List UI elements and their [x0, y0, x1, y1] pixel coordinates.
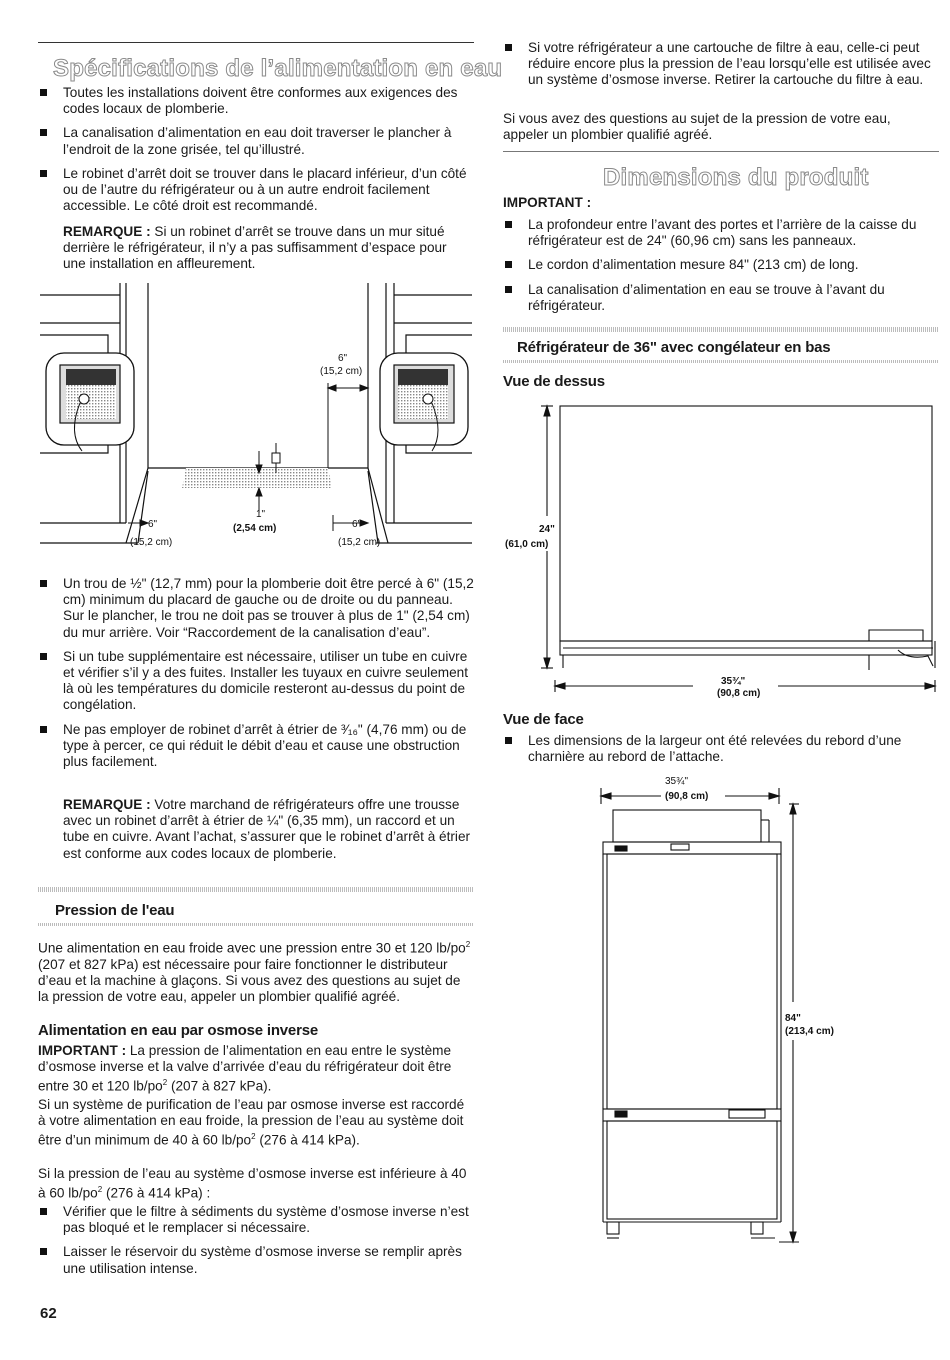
- right-dim-label: 6": [352, 519, 362, 530]
- left-dim-label: 6": [148, 519, 158, 530]
- list-item: La canalisation d’alimentation en eau doit traverser le plancher à l’endroit de la zone grisée, tel qu’illustré.: [38, 125, 474, 157]
- front-view-title: Vue de face: [503, 711, 584, 728]
- dimensions-list: [503, 217, 939, 322]
- section-divider: [503, 327, 939, 332]
- ro-important: IMPORTANT : La pression de l’alimentation en eau entre le système d’osmose inverse et la valve d’arrivée d’eau du réfrigérateur doit être entre 30 et 120 $lb/po^2$ (207 à 827 kPa).: [38, 1043, 452, 1094]
- bullet-icon: [40, 580, 47, 587]
- filter-list: [503, 40, 939, 97]
- center-dim-label-cm: (2,54 cm): [233, 523, 277, 534]
- bullet-icon: [40, 170, 47, 177]
- section-rule: [503, 151, 939, 152]
- remark-note: REMARQUE : Si un robinet d’arrêt se trouve dans un mur situé derrière le réfrigérateur, il n’y a pas suffisamment d’espace pour une installation en affleurement.: [63, 224, 447, 272]
- ro-list: [38, 1204, 474, 1285]
- remark-note: REMARQUE : Votre marchand de réfrigérateurs offre une trousse avec un robinet d’arrêt à étrier de ¼" (6,35 mm), un raccord et un tube en cuivre. Avant l’achat, s’assurer que le robinet d’arrêt à étrier est conforme aux codes locaux de plomberie.: [63, 797, 471, 861]
- bullet-icon: [40, 726, 47, 733]
- model-title: Réfrigérateur de 36" avec congélateur en bas: [517, 339, 831, 356]
- list-item: Le robinet d’arrêt doit se trouver dans le placard inférieur, d’un côté ou de l’autre du réfrigérateur ou à un autre endroit facilement accessible. Le côté droit est recommandé.: [38, 166, 474, 215]
- section-divider: [503, 360, 939, 363]
- section-divider: [38, 887, 474, 892]
- list-item: Si votre réfrigérateur a une cartouche de filtre à eau, celle-ci peut réduire encore plus la pression de l’eau lorsqu’elle est utilisée avec un système d’osmose inverse. Retirer la cartouche du filtre à eau.: [503, 40, 939, 89]
- water-supply-list: [38, 85, 474, 222]
- center-dim-label: 1": [256, 509, 266, 520]
- bullet-icon: [40, 653, 47, 660]
- right-dim-label-cm: (15,2 cm): [338, 537, 381, 548]
- front-view-diagram: [503, 770, 939, 1250]
- ro-paragraph: Si la pression de l’eau au système d’osmose inverse est inférieure à 40 à 60 $lb/po^2$ (276 à 414 kPa) :: [38, 1166, 467, 1201]
- important-label: IMPORTANT :: [503, 195, 592, 210]
- width-label-cm: (90,8 cm): [717, 688, 761, 698]
- height-label-cm: (213,4 cm): [785, 1026, 834, 1037]
- list-item: Ne pas employer de robinet d’arrêt à étrier de ³⁄₁₆" (4,76 mm) ou de type à percer, ce qui réduit le débit d’eau et cause une obstruction plus facilement.: [38, 722, 474, 771]
- top-view-diagram: [503, 398, 939, 698]
- list-item: Toutes les installations doivent être conformes aux exigences des codes locaux de plomberie.: [38, 85, 474, 117]
- list-item: Vérifier que le filtre à sédiments du système d’osmose inverse n’est pas bloqué et le remplacer si nécessaire.: [38, 1204, 474, 1236]
- pressure-note: Si vous avez des questions au sujet de la pression de votre eau, appeler un plombier qualifié agréé.: [503, 111, 891, 143]
- left-dim-label-cm: (15,2 cm): [130, 537, 173, 548]
- page-number: 62: [40, 1305, 57, 1322]
- depth-label: 24": [539, 524, 555, 535]
- plumbing-list: [38, 576, 474, 778]
- height-label: 84": [785, 1013, 801, 1024]
- section-divider: [38, 923, 474, 926]
- reverse-osmosis-title: Alimentation en eau par osmose inverse: [38, 1022, 318, 1039]
- water-supply-title: Spécifications de l’alimentation en eau: [53, 55, 503, 82]
- bullet-icon: [40, 1208, 47, 1215]
- pressure-title: Pression de l'eau: [55, 902, 175, 919]
- top-view-title: Vue de dessus: [503, 373, 605, 390]
- bullet-icon: [505, 286, 512, 293]
- bullet-icon: [505, 44, 512, 51]
- ro-paragraph: Si un système de purification de l’eau par osmose inverse est raccordé à votre alimentation en eau froide, la pression de l’eau au système doit être d’un minimum de 40 à 60 $lb/po^2$ (276 à 414 kPa).: [38, 1097, 465, 1148]
- list-item: La profondeur entre l’avant des portes et l’arrière de la caisse du réfrigérateur est de 24" (60,96 cm) sans les panneaux.: [503, 217, 939, 249]
- bullet-icon: [40, 1248, 47, 1255]
- bullet-icon: [505, 221, 512, 228]
- list-item: Le cordon d’alimentation mesure 84" (213 cm) de long.: [503, 257, 939, 273]
- list-item: Les dimensions de la largeur ont été relevées du rebord d’une charnière au rebord de l’attache.: [503, 733, 939, 765]
- front-width-label-cm: (90,8 cm): [665, 791, 709, 802]
- list-item: Un trou de ½" (12,7 mm) pour la plomberie doit être percé à 6" (15,2 cm) minimum du placard de gauche ou de droite ou du panneau. Sur le plancher, le trou ne doit pas se trouver à plus de 1" (2,54 cm) du mur arrière. Voir “Raccordement de la canalisation d’eau”.: [38, 576, 474, 641]
- dimensions-title: Dimensions du produit: [603, 164, 869, 191]
- bullet-icon: [40, 89, 47, 96]
- front-width-label: 35¾": [665, 776, 689, 787]
- bullet-icon: [40, 129, 47, 136]
- width-label: 35¾": [721, 676, 746, 687]
- depth-label-cm: (61,0 cm): [505, 539, 549, 550]
- bullet-icon: [505, 737, 512, 744]
- section-rule: [38, 42, 474, 43]
- front-view-list: [503, 733, 939, 773]
- list-item: Laisser le réservoir du système d’osmose inverse se remplir après une utilisation intense.: [38, 1244, 474, 1276]
- top-dim-label-cm: (15,2 cm): [320, 366, 363, 377]
- list-item: Si un tube supplémentaire est nécessaire, utiliser un tube en cuivre et vérifier s’il y a des fuites. Installer les tuyaux en cuivre seulement là où les températures du domicile resteront au-dessus du point de congélation.: [38, 649, 474, 714]
- bullet-icon: [505, 261, 512, 268]
- top-dim-label: 6": [338, 353, 348, 364]
- installation-diagram: [38, 283, 474, 555]
- pressure-text: Une alimentation en eau froide avec une pression entre 30 et 120 $lb/po^2$ (207 et 827 kPa) est nécessaire pour faire fonctionner le distributeur d’eau et la machine à glaçons. Si vous avez des questions au sujet de la pression de votre eau, appeler un plombier qualifié agréé.: [38, 940, 471, 1005]
- list-item: La canalisation d’alimentation en eau se trouve à l’avant du réfrigérateur.: [503, 282, 939, 314]
